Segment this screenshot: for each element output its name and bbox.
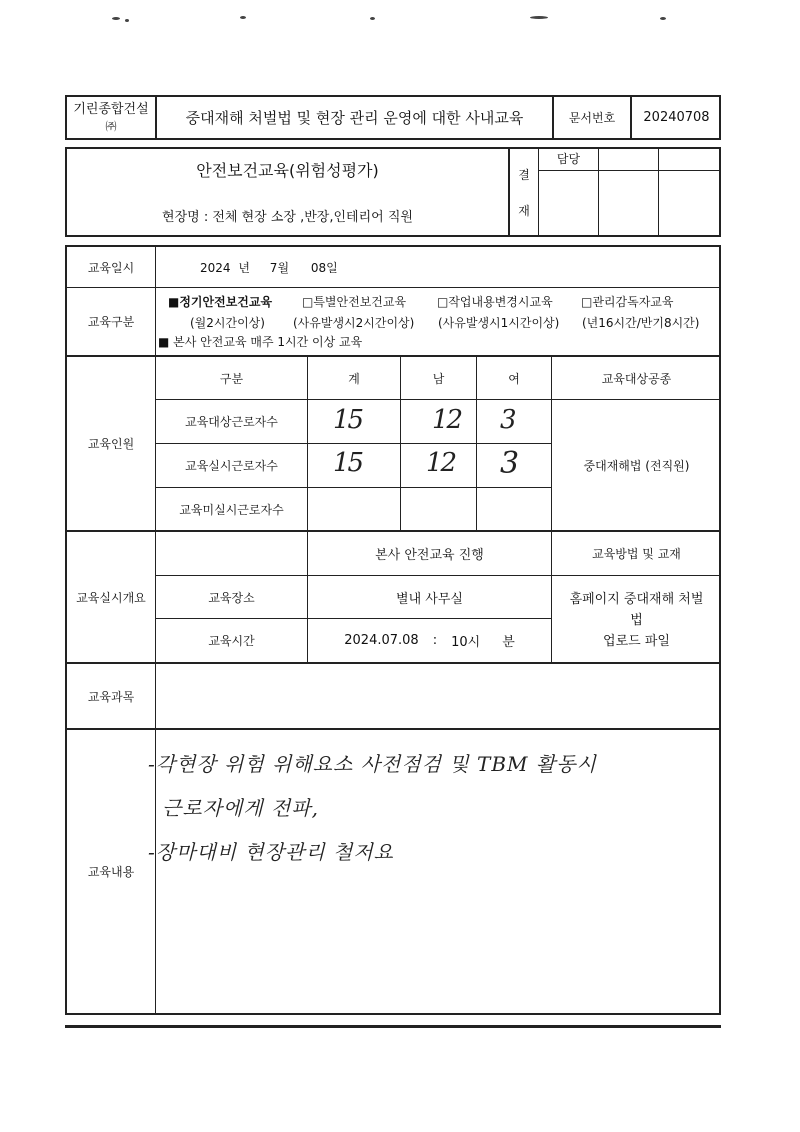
checkbox-empty-icon: □ bbox=[437, 295, 449, 309]
checkbox-empty-icon: □ bbox=[302, 295, 314, 309]
doc-no-label: 문서번호 bbox=[568, 111, 616, 125]
row-name-absent: 교육미실시근로자수 bbox=[179, 502, 284, 517]
col-header-male: 남 bbox=[432, 371, 445, 386]
doc-no: 20240708 bbox=[643, 110, 710, 125]
checkbox-checked-icon: ■ bbox=[158, 335, 170, 349]
company-name: 기린종합건설 ㈜ bbox=[73, 101, 149, 133]
checkbox-empty-icon: □ bbox=[581, 295, 593, 309]
col-header-total: 계 bbox=[348, 371, 360, 386]
overview-progress: 본사 안전교육 진행 bbox=[375, 548, 484, 563]
personnel-label: 교육인원 bbox=[87, 437, 135, 451]
scan-speck bbox=[112, 17, 120, 20]
method-value: 홈페이지 중대재해 처벌 법 업로드 파일 bbox=[569, 591, 704, 649]
edu-type-note: (사유발생시2시간이상) bbox=[293, 316, 415, 330]
hand-female-done: 3 bbox=[500, 446, 520, 481]
edu-type-special[interactable]: □특별안전보건교육 bbox=[302, 295, 407, 309]
edu-date-value: 2024 년 7월 08일 bbox=[200, 261, 338, 275]
time-value: 2024.07.08 : 10시 분 bbox=[344, 633, 515, 650]
footer-rule bbox=[65, 1025, 721, 1028]
scan-speck bbox=[240, 16, 246, 19]
handwritten-line: -각현장 위험 위해요소 사전점검 및 TBM 활동시 bbox=[148, 752, 597, 776]
hand-total-target: 15 bbox=[333, 405, 363, 435]
edu-type-extra[interactable]: ■ 본사 안전교육 매주 1시간 이상 교육 bbox=[158, 335, 363, 349]
place-label: 교육장소 bbox=[208, 590, 255, 605]
edu-type-change[interactable]: □작업내용변경시교육 bbox=[437, 295, 553, 309]
row-name-done: 교육실시근로자수 bbox=[185, 459, 278, 473]
hand-male-done: 12 bbox=[426, 448, 456, 478]
approval-label-bottom: 재 bbox=[518, 203, 530, 218]
row-name-target: 교육대상근로자수 bbox=[185, 415, 278, 429]
subject-label: 교육과목 bbox=[87, 689, 135, 704]
doc-title: 중대재해 처벌법 및 현장 관리 운영에 대한 사내교육 bbox=[185, 109, 524, 127]
hand-female-target: 3 bbox=[500, 405, 517, 435]
section-title: 안전보건교육(위험성평가) bbox=[196, 160, 379, 180]
col-header-female: 여 bbox=[508, 371, 520, 386]
place-value: 별내 사무실 bbox=[396, 591, 463, 607]
method-label: 교육방법 및 교재 bbox=[592, 547, 681, 561]
edu-date-label: 교육일시 bbox=[87, 260, 135, 275]
trade-value: 중대재해법 (전직원) bbox=[583, 458, 690, 473]
edu-type-supervisor[interactable]: □관리감독자교육 bbox=[581, 295, 674, 309]
checkbox-checked-icon: ■ bbox=[168, 295, 180, 309]
content-label: 교육내용 bbox=[87, 865, 135, 879]
hand-male-target: 12 bbox=[432, 405, 462, 435]
hand-total-done: 15 bbox=[333, 448, 363, 478]
scan-speck bbox=[125, 19, 129, 22]
edu-type-label: 교육구분 bbox=[87, 315, 135, 329]
edu-type-note: (월2시간이상) bbox=[190, 316, 265, 330]
overview-label: 교육실시개요 bbox=[76, 590, 146, 605]
approval-label-top: 결 bbox=[518, 167, 530, 182]
scan-speck bbox=[530, 16, 548, 19]
edu-type-note: (년16시간/반기8시간) bbox=[582, 316, 700, 330]
approver-label: 담당 bbox=[556, 152, 581, 166]
time-label: 교육시간 bbox=[208, 634, 255, 648]
handwritten-line: 근로자에게 전파, bbox=[162, 796, 319, 820]
scan-speck bbox=[660, 17, 666, 20]
col-header-trade: 교육대상공종 bbox=[601, 371, 672, 386]
scan-speck bbox=[370, 17, 375, 20]
edu-type-regular[interactable]: ■정기안전보건교육 bbox=[168, 295, 273, 309]
site-name: 현장명 : 전체 현장 소장 ,반장,인테리어 직원 bbox=[162, 209, 413, 225]
edu-type-note: (사유발생시1시간이상) bbox=[438, 316, 560, 330]
col-header-category: 구분 bbox=[219, 371, 244, 386]
handwritten-line: -장마대비 현장관리 철저요 bbox=[148, 840, 394, 864]
